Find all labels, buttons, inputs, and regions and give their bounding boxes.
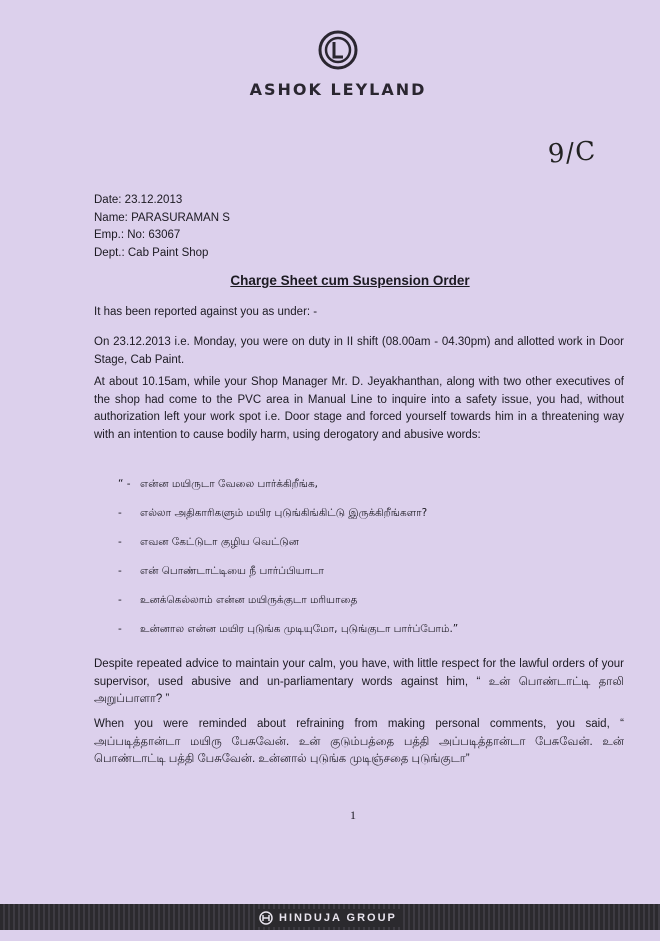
quote-item bbox=[118, 476, 618, 492]
footer-group-name: HINDUJA GROUP bbox=[279, 912, 397, 924]
document-title: Charge Sheet cum Suspension Order bbox=[230, 273, 470, 288]
quote-bullet: “ - bbox=[118, 478, 131, 490]
quote-item bbox=[118, 563, 618, 579]
quote-text: எவன கேட்டுடா குழிய வெட்டுன bbox=[140, 536, 299, 548]
quote-item bbox=[118, 621, 618, 637]
quote-item bbox=[118, 592, 618, 608]
name-line: Name: PARASURAMAN S bbox=[94, 211, 230, 224]
quote-text: உனக்கெல்லாம் என்ன மயிருக்குடா மரியாதை bbox=[140, 594, 358, 606]
quote-bullet: - bbox=[118, 536, 122, 548]
page-number: 1 bbox=[350, 808, 356, 822]
quote-bullet: - bbox=[118, 623, 122, 635]
dept-line: Dept.: Cab Paint Shop bbox=[94, 246, 209, 259]
quote-bullet: - bbox=[118, 594, 122, 606]
ashok-leyland-logo-icon bbox=[318, 30, 358, 70]
quote-item bbox=[118, 505, 618, 521]
quote-text: என் பொண்டாட்டியை நீ பார்ப்பியாடா bbox=[140, 565, 324, 577]
employee-details bbox=[94, 192, 230, 262]
handwritten-note: 9/C bbox=[547, 136, 598, 170]
date-line: Date: 23.12.2013 bbox=[94, 194, 183, 206]
quote-text: எல்லா அதிகாரிகளும் மயிர புடுங்கிங்கிட்டு இருக்கிறீங்களா? bbox=[140, 507, 428, 519]
company-name: ASHOK LEYLAND bbox=[249, 80, 427, 99]
details-paragraph: At about 10.15am, while your Shop Manager Mr. D. Jeyakhanthan, along with two other executives of the shop had come to the PVC area in Manual Line to inquire into a safety issue, you had, without authorization left your work spot i.e. Door stage and forced yourself towards him in a threatening way with an intention to cause bodily harm, using derogatory and abusive words: bbox=[94, 376, 624, 441]
quote-item bbox=[118, 534, 618, 550]
quote-text: உன்னால என்ன மயிர புடுங்க முடியுமோ, புடுங்குடா பார்ப்போம்.” bbox=[140, 623, 459, 635]
intro-paragraph: It has been reported against you as under: - bbox=[94, 306, 318, 318]
comments-paragraph: When you were reminded about refraining from making personal comments, you said, “ அப்படித்தான்டா மயிரு பேசுவேன். உன் குடும்பத்தை பத்தி அப்படித்தான்டா பேசுவேன். உன் பொண்டாட்டி பத்தி பேசுவேன். உன்னால் புடுங்க முடிஞ்சதை புடுங்குடா” bbox=[94, 718, 624, 765]
quote-bullet: - bbox=[118, 507, 122, 519]
advice-paragraph: Despite repeated advice to maintain your calm, you have, with little respect for the lawful orders of your supervisor, used abusive and un-parliamentary words against him, “ உன் பொண்டாட்டி தாலி அறுப்பாளா? ” bbox=[94, 658, 624, 705]
emp-line: Emp.: No: 63067 bbox=[94, 229, 181, 241]
quote-bullet: - bbox=[118, 565, 122, 577]
footer-brand bbox=[255, 909, 401, 927]
incident-paragraph: On 23.12.2013 i.e. Monday, you were on duty in II shift (08.00am - 04.30pm) and allotted work in Door Stage, Cab Paint. bbox=[94, 336, 624, 366]
hinduja-emblem-icon bbox=[259, 911, 273, 925]
quote-text: என்ன மயிருடா வேலை பார்க்கிறீங்க, bbox=[140, 478, 318, 490]
